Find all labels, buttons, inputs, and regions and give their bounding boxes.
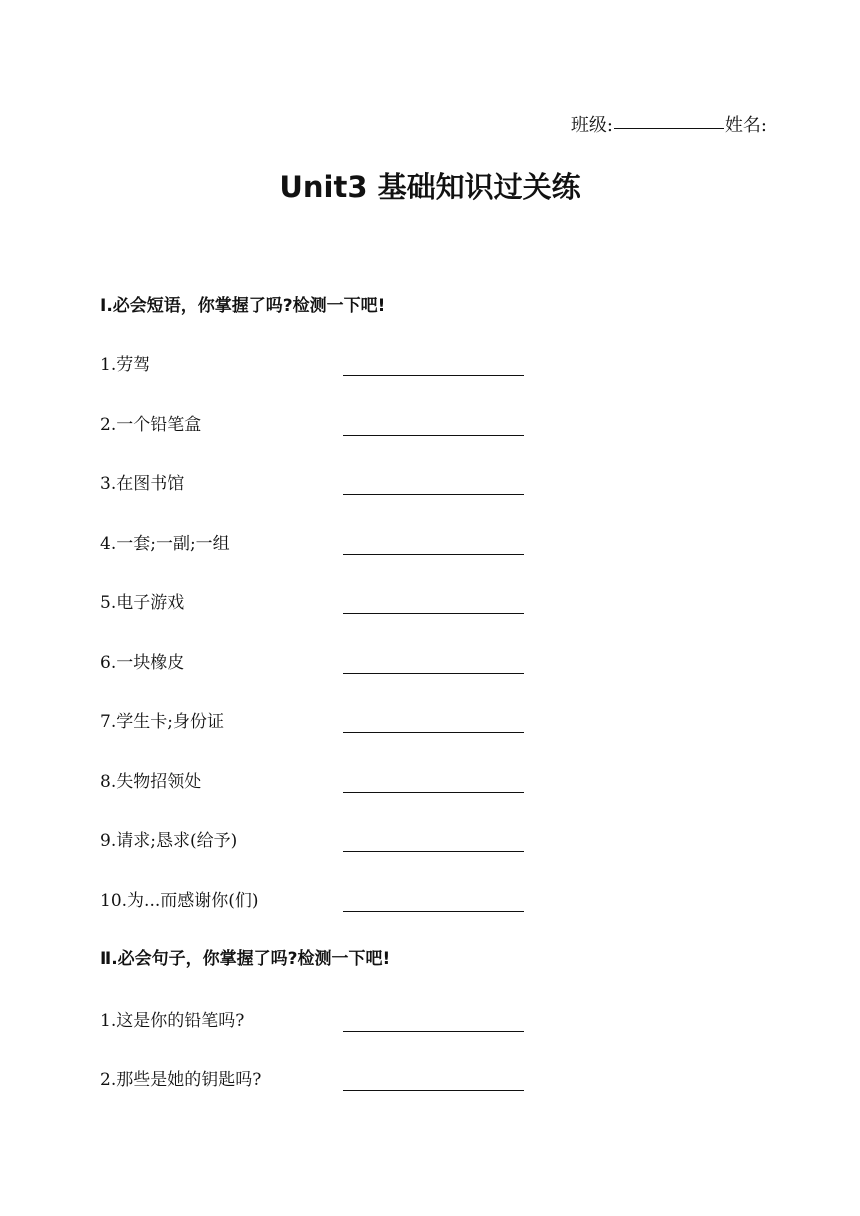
phrase-row bbox=[100, 531, 530, 557]
answer-blank[interactable] bbox=[343, 792, 524, 793]
phrase-row bbox=[100, 352, 530, 378]
phrase-row bbox=[100, 471, 530, 497]
sentence-prompt: 1.这是你的铅笔吗? bbox=[100, 1011, 245, 1031]
answer-blank[interactable] bbox=[343, 911, 524, 912]
phrase-row bbox=[100, 650, 530, 676]
phrase-prompt: 4.一套;一副;一组 bbox=[100, 534, 230, 554]
phrase-prompt: 9.请求;恳求(给予) bbox=[100, 831, 238, 851]
phrase-prompt: 5.电子游戏 bbox=[100, 593, 185, 613]
section2-heading: Ⅱ.必会句子，你掌握了吗?检测一下吧! bbox=[100, 949, 391, 969]
answer-blank[interactable] bbox=[343, 851, 524, 852]
phrase-row bbox=[100, 769, 530, 795]
phrase-row bbox=[100, 590, 530, 616]
class-label: 班级: bbox=[570, 115, 613, 136]
answer-blank[interactable] bbox=[343, 673, 524, 674]
phrase-row bbox=[100, 709, 530, 735]
answer-blank[interactable] bbox=[343, 435, 524, 436]
answer-blank[interactable] bbox=[343, 1090, 524, 1091]
name-label: 姓名: bbox=[724, 115, 767, 136]
phrase-prompt: 6.一块橡皮 bbox=[100, 653, 185, 673]
answer-blank[interactable] bbox=[343, 732, 524, 733]
phrase-row bbox=[100, 412, 530, 438]
phrase-prompt: 2.一个铅笔盒 bbox=[100, 415, 202, 435]
answer-blank[interactable] bbox=[343, 554, 524, 555]
page-title: Unit3 基础知识过关练 bbox=[279, 170, 581, 204]
answer-blank[interactable] bbox=[343, 375, 524, 376]
phrase-prompt: 8.失物招领处 bbox=[100, 772, 202, 792]
answer-blank[interactable] bbox=[343, 494, 524, 495]
section1-heading: Ⅰ.必会短语，你掌握了吗?检测一下吧! bbox=[100, 296, 386, 316]
sentence-prompt: 2.那些是她的钥匙吗? bbox=[100, 1070, 262, 1090]
sentence-row bbox=[100, 1008, 530, 1034]
phrase-prompt: 10.为...而感谢你(们) bbox=[100, 891, 259, 911]
answer-blank[interactable] bbox=[343, 613, 524, 614]
phrase-row bbox=[100, 828, 530, 854]
answer-blank[interactable] bbox=[343, 1031, 524, 1032]
phrase-prompt: 1.劳驾 bbox=[100, 355, 151, 375]
phrase-row bbox=[100, 888, 530, 914]
phrase-prompt: 7.学生卡;身份证 bbox=[100, 712, 224, 732]
class-name-header bbox=[571, 114, 767, 138]
class-blank[interactable] bbox=[614, 128, 724, 129]
sentence-row bbox=[100, 1067, 530, 1093]
phrase-prompt: 3.在图书馆 bbox=[100, 474, 185, 494]
